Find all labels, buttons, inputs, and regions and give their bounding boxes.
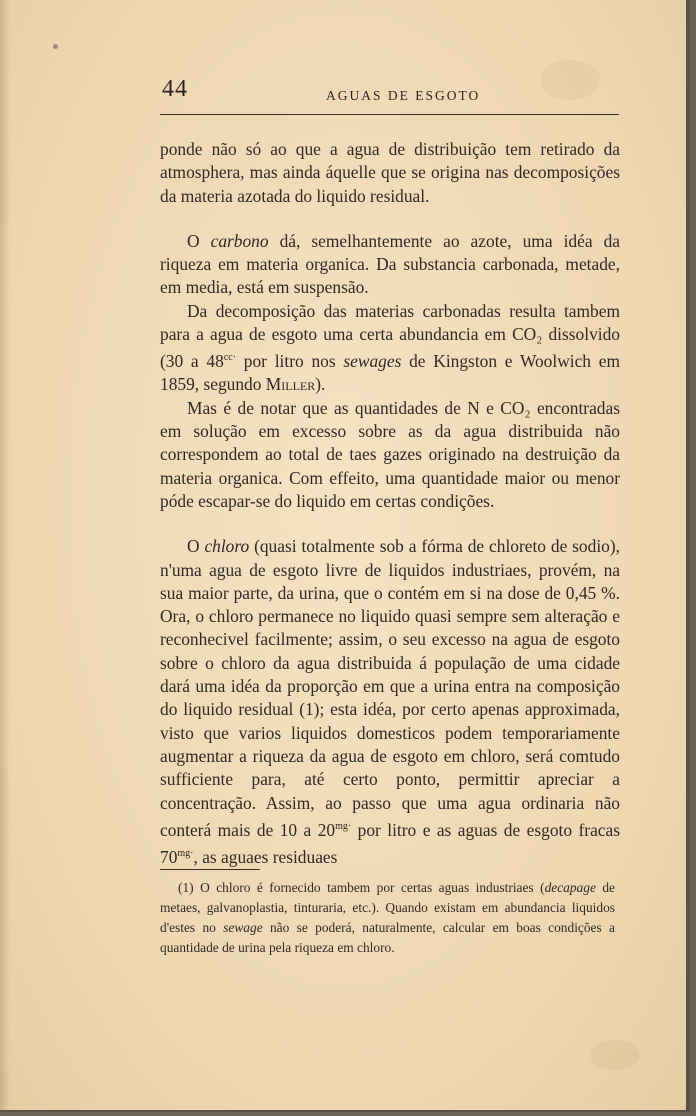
term-sewages: sewages [343, 351, 402, 372]
ink-dot [53, 44, 58, 49]
unit-mg: mg· [335, 820, 352, 832]
header-rule [160, 114, 619, 115]
footnote: (1) O chloro é fornecido tambem por certas aguas industriaes (decapage de metaes, galvanoplastia, tinturaria, etc.). Quando existam em abundancia liquidos d'estes no sewage não se poderá, naturalmente, calcular em boas condições a quantidade de urina pela riqueza em chloro. [160, 880, 615, 955]
paragraph-chloro: O chloro (quasi totalmente sob a fórma de chloreto de sodio), n'uma agua de esgoto livre de liquidos industriaes, provém, na sua maior parte, da urina, que o contém em si na dose de 0,45 %. Ora, o chloro permanece no liquido quasi sempre sem alteração e reconhecivel facilmente; assim, o seu excesso na agua de esgoto sobre o chloro da agua distribuida á população de uma cidade dará uma idéa da proporção em que a urina entra na composição do liquido residual (1); esta idéa, por certo apenas approximada, visto que varios liquidos domesticos podem temporariamente augmentar a riqueza da agua de esgoto em chloro, será comtudo sufficiente para, até certo ponto, permittir apreciar a concentração. Assim, ao passo que uma agua ordinaria não conterá mais de 10 a $20^{mg\cdot}$ por litro e as aguas de esgoto fracas $70^{mg\cdot}$, as aguaes residuaes [160, 536, 620, 867]
running-title: AGUAS DE ESGOTO [326, 88, 481, 103]
paper-stain [540, 60, 600, 100]
paragraph-decomposicao: Da decomposição das materias carbonadas resulta tambem para a agua de esgoto uma certa abundancia em CO₂ dissolvido (30 a $48^{cc\cdot}$ por litro nos sewages de Kingston e Woolwich em 1859, segundo Miller). [160, 300, 620, 395]
term-chloro: chloro [204, 536, 250, 557]
page-edge-shadow [0, 0, 10, 1112]
unit-cc: cc· [223, 352, 237, 364]
term-carbono: carbono [210, 230, 269, 251]
body-text [160, 138, 620, 869]
paragraph-carbono: O carbono dá, semelhantemente ao azote, uma idéa da riqueza em materia organica. Da substancia carbonada, metade, em media, está em suspensão. [160, 230, 620, 298]
page-number: 44 [162, 76, 188, 102]
term-sewage: sewage [223, 920, 263, 935]
paper-stain [590, 1040, 640, 1070]
term-decapage: decapage [544, 880, 596, 895]
unit-mg: mg· [177, 847, 194, 859]
paragraph-1: ponde não só ao que a agua de distribuição tem retirado da atmosphera, mas ainda áquelle que se origina nas decomposições da materia azotada do liquido residual. [160, 139, 620, 206]
paragraph-notar: Mas é de notar que as quantidades de N e CO₂ encontradas em solução em excesso sobre as da agua distribuida não correspondem ao total de taes gazes originado na destruição da materia organica. Com effeito, uma quantidade maior ou menor póde escapar-se do liquido em certas condições. [160, 397, 620, 511]
footnote-rule [160, 869, 260, 870]
author-miller: Miller [265, 374, 316, 395]
